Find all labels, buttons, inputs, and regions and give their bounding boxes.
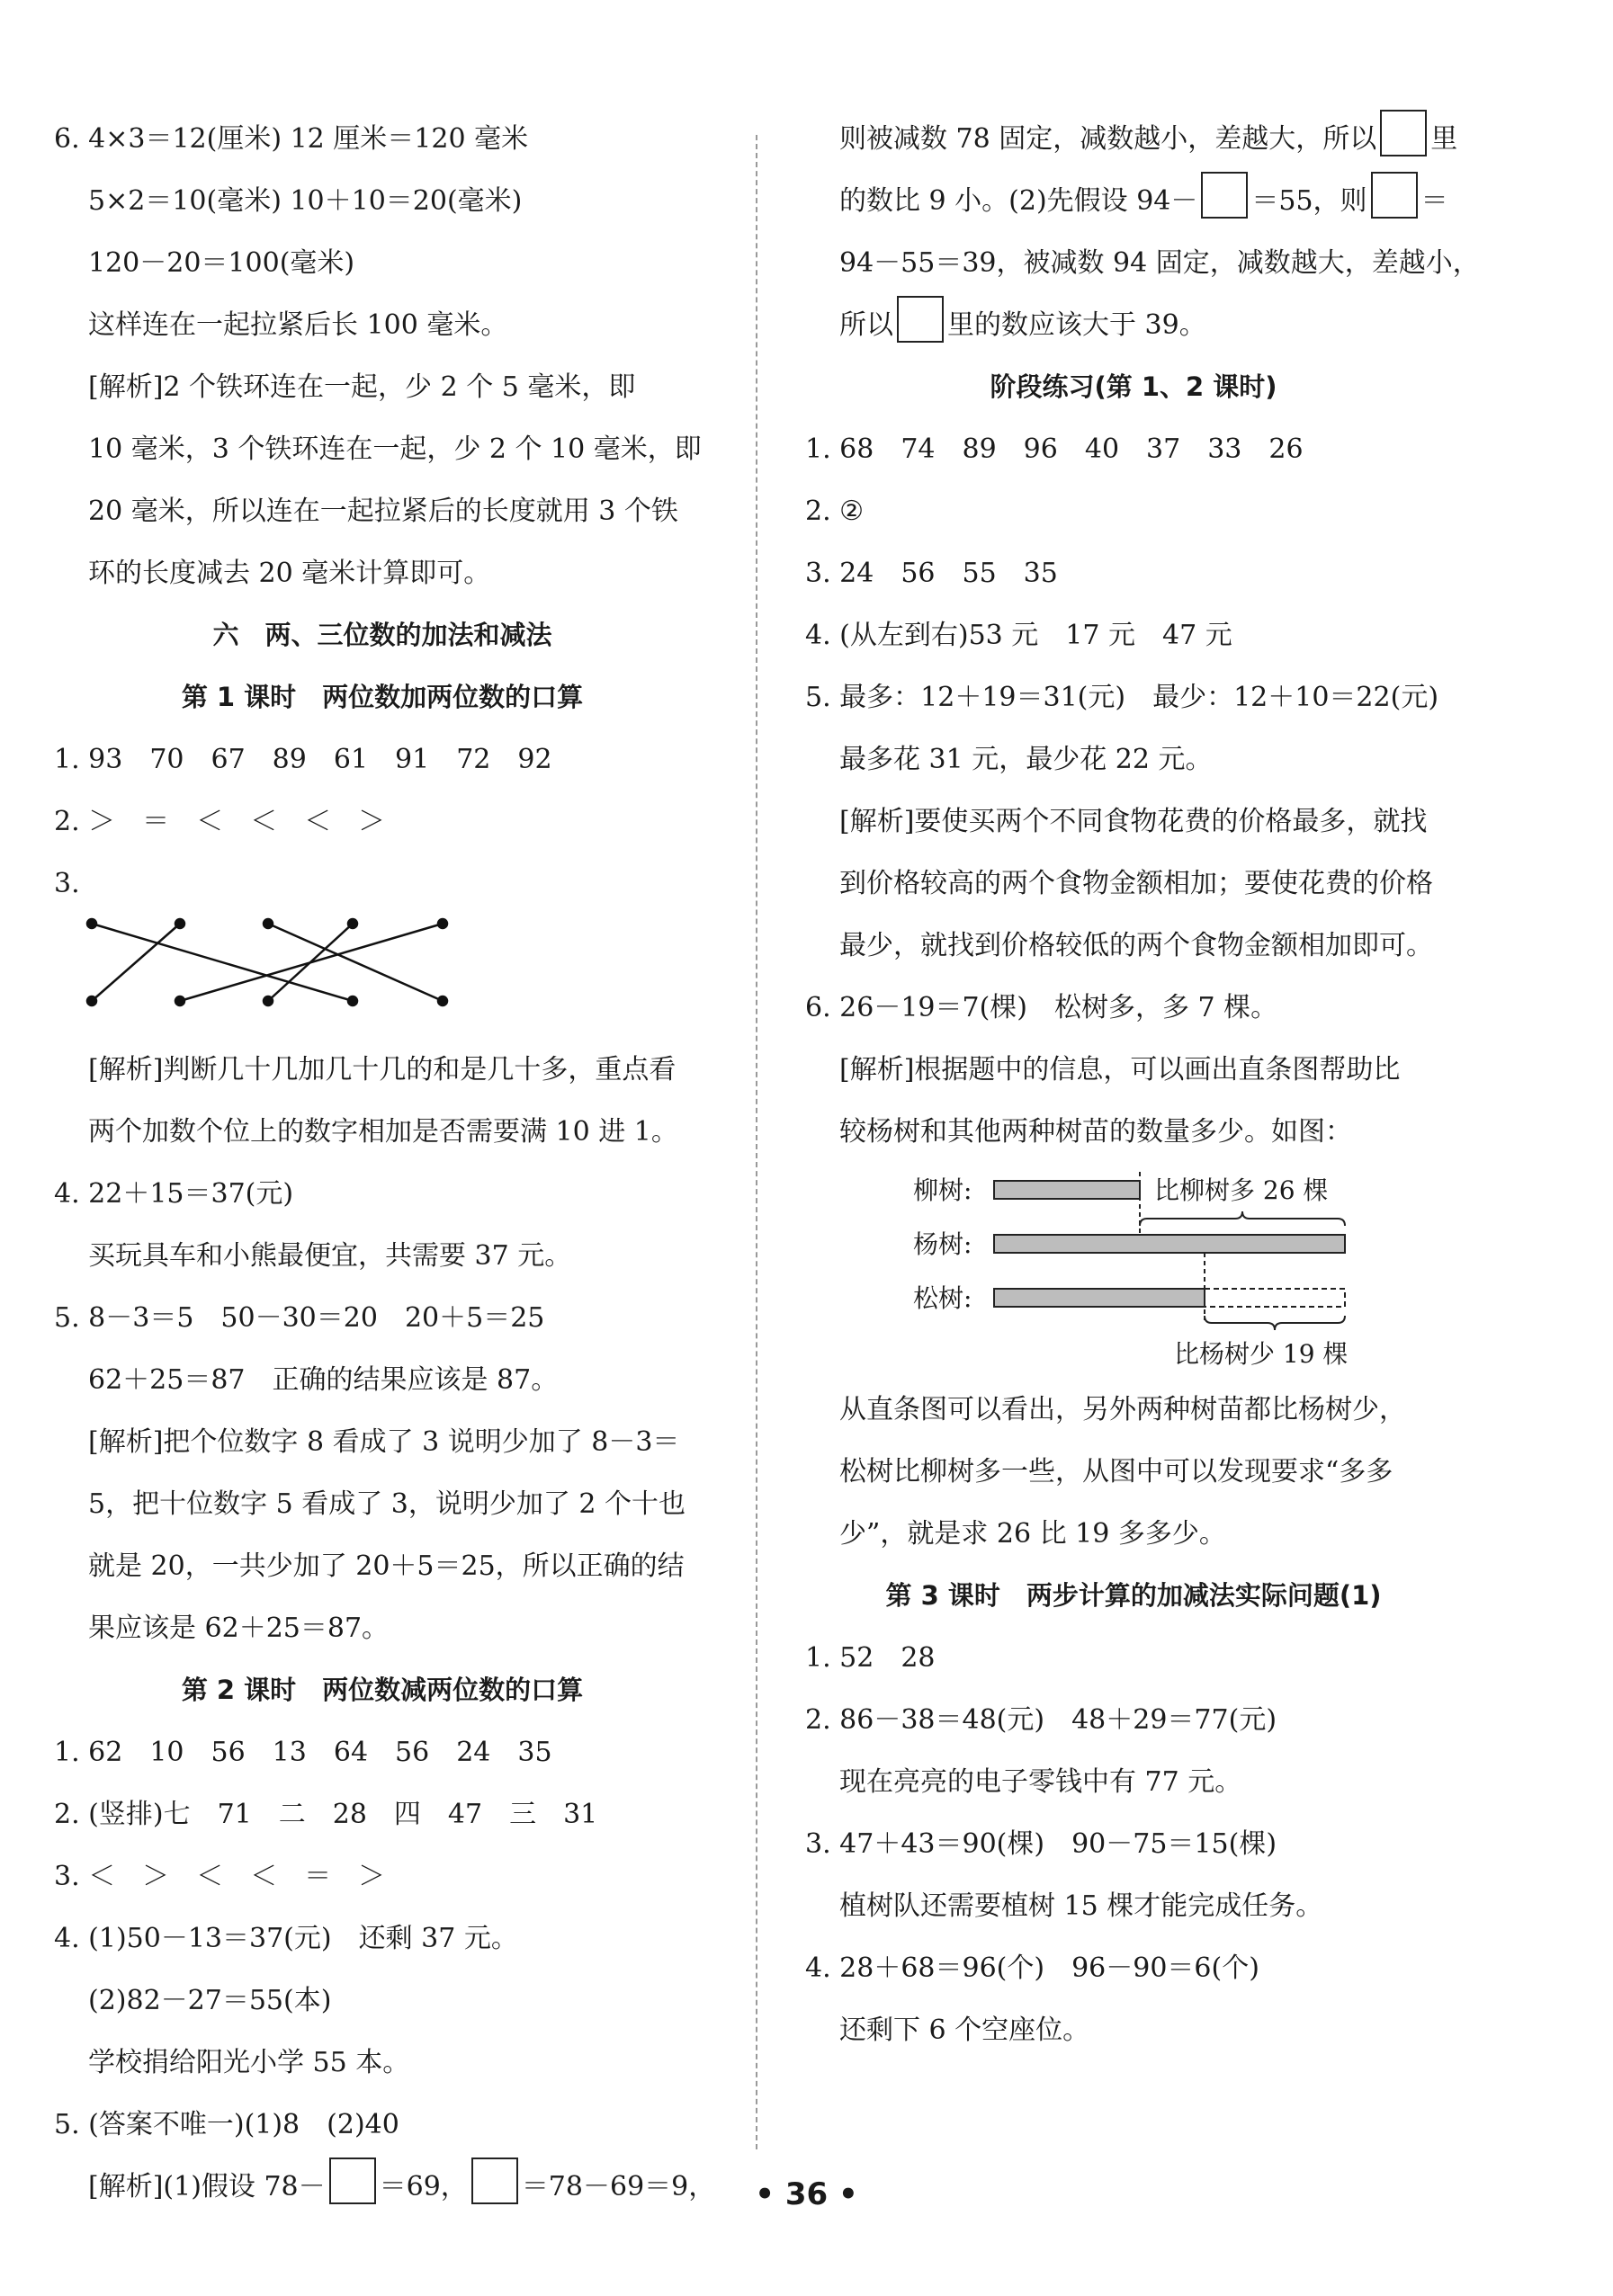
answer-line: 6. 26－19＝7(棵) 松树多，多 7 棵。 (805, 992, 1278, 1023)
analysis-line: 10 毫米，3 个铁环连在一起，少 2 个 10 毫米，即 (88, 433, 702, 465)
brace-top (1140, 1211, 1345, 1226)
answer-line: 3. (54, 868, 80, 899)
analysis-line (805, 294, 1462, 356)
lesson-title: 第 2 课时 两位数减两位数的口算 (181, 1675, 584, 1705)
answer-line: 这样连在一起拉紧后长 100 毫米。 (88, 309, 508, 341)
analysis-line: 果应该是 62＋25＝87。 (88, 1613, 390, 1644)
page-number: • 36 • (755, 2176, 858, 2212)
left-column (54, 108, 716, 2218)
bar-diagram (805, 1163, 1462, 1379)
answer-line: 4. 22＋15＝37(元) (54, 1178, 294, 1210)
answer-line: 4. 28＋68＝96(个) 96－90＝6(个) (805, 1952, 1259, 1984)
answer-line: 1. 62 10 56 13 64 56 24 35 (54, 1737, 552, 1768)
analysis-line: 较杨树和其他两种树苗的数量多少。如图： (839, 1116, 1352, 1148)
answer-line: (2)82－27＝55(本) (88, 1985, 332, 2016)
text: ＝69， (379, 2171, 468, 2202)
text: 的数比 9 小。(2)先假设 94－ (839, 185, 1198, 217)
analysis-line: [解析]要使买两个不同食物花费的价格最多，就找 (839, 806, 1428, 837)
answer-line: 2. ② (805, 496, 865, 527)
blank-box (1371, 172, 1418, 219)
answer-line: 3. ＜ ＞ ＜ ＜ ＝ ＞ (54, 1861, 386, 1892)
answer-line: 5. (答案不唯一)(1)8 (2)40 (54, 2109, 399, 2140)
answer-line: 3. 47＋43＝90(棵) 90－75＝15(棵) (805, 1828, 1277, 1860)
lesson-title: 第 1 课时 两位数加两位数的口算 (181, 682, 584, 712)
bar-poplar (994, 1235, 1345, 1253)
bar-willow (994, 1181, 1140, 1199)
answer-line: 2. ＞ ＝ ＜ ＜ ＜ ＞ (54, 806, 386, 837)
analysis-line: 环的长度减去 20 毫米计算即可。 (88, 558, 491, 589)
answer-line: 2. (竖排)七 71 二 28 四 47 三 31 (54, 1799, 598, 1830)
bar-pine (994, 1289, 1205, 1307)
answer-line: 买玩具车和小熊最便宜，共需要 37 元。 (88, 1240, 572, 1272)
analysis-line: [解析]判断几十几加几十几的和是几十多，重点看 (88, 1054, 677, 1085)
answer-line: 2. 86－38＝48(元) 48＋29＝77(元) (805, 1704, 1277, 1736)
text: 则被减数 78 固定，减数越小，差越大，所以 (839, 123, 1377, 155)
answer-line: 5. 8－3＝5 50－30＝20 20＋5＝25 (54, 1302, 545, 1334)
answer-line: 学校捐给阳光小学 55 本。 (88, 2047, 410, 2078)
analysis-line: [解析]把个位数字 8 看成了 3 说明少加了 8－3＝ (88, 1426, 680, 1458)
bar-pine-diff (1205, 1289, 1345, 1307)
analysis-line: 94－55＝39，被减数 94 固定，减数越大，差越小， (839, 247, 1480, 279)
answer-line: 1. 93 70 67 89 61 91 72 92 (54, 744, 552, 775)
matching-lines-svg (54, 915, 504, 1039)
bar-label-pine: 松树: (913, 1283, 972, 1313)
bar-note-top: 比柳树多 26 棵 (1154, 1175, 1329, 1205)
answer-line: 3. 24 56 55 35 (805, 558, 1058, 589)
analysis-line: [解析]2 个铁环连在一起，少 2 个 5 毫米，即 (88, 371, 636, 403)
answer-line: 120－20＝100(毫米) (88, 247, 355, 279)
text: 里 (1430, 123, 1458, 155)
column-divider (756, 135, 757, 2149)
section-title: 阶段练习(第 1、2 课时) (990, 371, 1277, 402)
analysis-line (805, 108, 1462, 170)
answer-line: 1. 52 28 (805, 1642, 936, 1674)
answer-line: 还剩下 6 个空座位。 (839, 2015, 1090, 2046)
answer-line: 4. (从左到右)53 元 17 元 47 元 (805, 620, 1232, 651)
matching-lines-figure (54, 915, 711, 1039)
analysis-line: 到价格较高的两个食物金额相加；要使花费的价格 (839, 868, 1433, 899)
text: [解析](1)假设 78－ (88, 2171, 326, 2202)
answer-line: 现在亮亮的电子零钱中有 77 元。 (839, 1766, 1242, 1798)
analysis-line: 松树比柳树多一些，从图中可以发现要求“多多 (839, 1456, 1393, 1487)
analysis-line: 5，把十位数字 5 看成了 3，说明少加了 2 个十也 (88, 1488, 686, 1520)
text: 所以 (839, 309, 893, 341)
answer-line: 最多花 31 元，最少花 22 元。 (839, 744, 1213, 775)
analysis-line: 两个加数个位上的数字相加是否需要满 10 进 1。 (88, 1116, 678, 1148)
analysis-line: 20 毫米，所以连在一起拉紧后的长度就用 3 个铁 (88, 496, 678, 527)
brace-bottom (1205, 1316, 1345, 1330)
bar-note-bottom: 比杨树少 19 棵 (1174, 1339, 1349, 1369)
bar-diagram-svg (805, 1163, 1462, 1379)
answer-line: 5×2＝10(毫米) 10＋10＝20(毫米) (88, 185, 523, 217)
text: ＝78－69＝9， (521, 2171, 716, 2202)
analysis-line: 从直条图可以看出，另外两种树苗都比杨树少， (839, 1394, 1406, 1425)
right-column (805, 108, 1480, 2061)
match-line (92, 924, 180, 1001)
analysis-line (805, 170, 1462, 232)
answer-line: 62＋25＝87 正确的结果应该是 87。 (88, 1364, 559, 1396)
analysis-line: 最少，就找到价格较低的两个食物金额相加即可。 (839, 930, 1433, 961)
text: ＝ (1420, 185, 1448, 217)
blank-box (1201, 172, 1248, 219)
answer-line: 5. 最多：12＋19＝31(元) 最少：12＋10＝22(元) (805, 682, 1439, 713)
answer-line: 4. (1)50－13＝37(元) 还剩 37 元。 (54, 1923, 518, 1954)
answer-line: 6. 4×3＝12(厘米) 12 厘米＝120 毫米 (54, 123, 529, 155)
lesson-title: 第 3 课时 两步计算的加减法实际问题(1) (885, 1580, 1382, 1611)
unit-title: 六 两、三位数的加法和减法 (212, 620, 552, 650)
analysis-line: 少”，就是求 26 比 19 多多少。 (839, 1518, 1226, 1550)
text: 里的数应该大于 39。 (947, 309, 1206, 341)
analysis-line: 就是 20，一共少加了 20＋5＝25，所以正确的结 (88, 1550, 685, 1582)
blank-box (897, 296, 944, 343)
blank-box (1380, 110, 1427, 156)
match-line (268, 924, 443, 1001)
text: ＝55，则 (1251, 185, 1367, 217)
answer-line: 1. 68 74 89 96 40 37 33 26 (805, 433, 1304, 465)
answer-line: 植树队还需要植树 15 棵才能完成任务。 (839, 1890, 1323, 1922)
analysis-line: [解析]根据题中的信息，可以画出直条图帮助比 (839, 1054, 1401, 1085)
bar-label-willow: 柳树: (913, 1175, 972, 1205)
bar-label-poplar: 杨树: (913, 1229, 972, 1259)
